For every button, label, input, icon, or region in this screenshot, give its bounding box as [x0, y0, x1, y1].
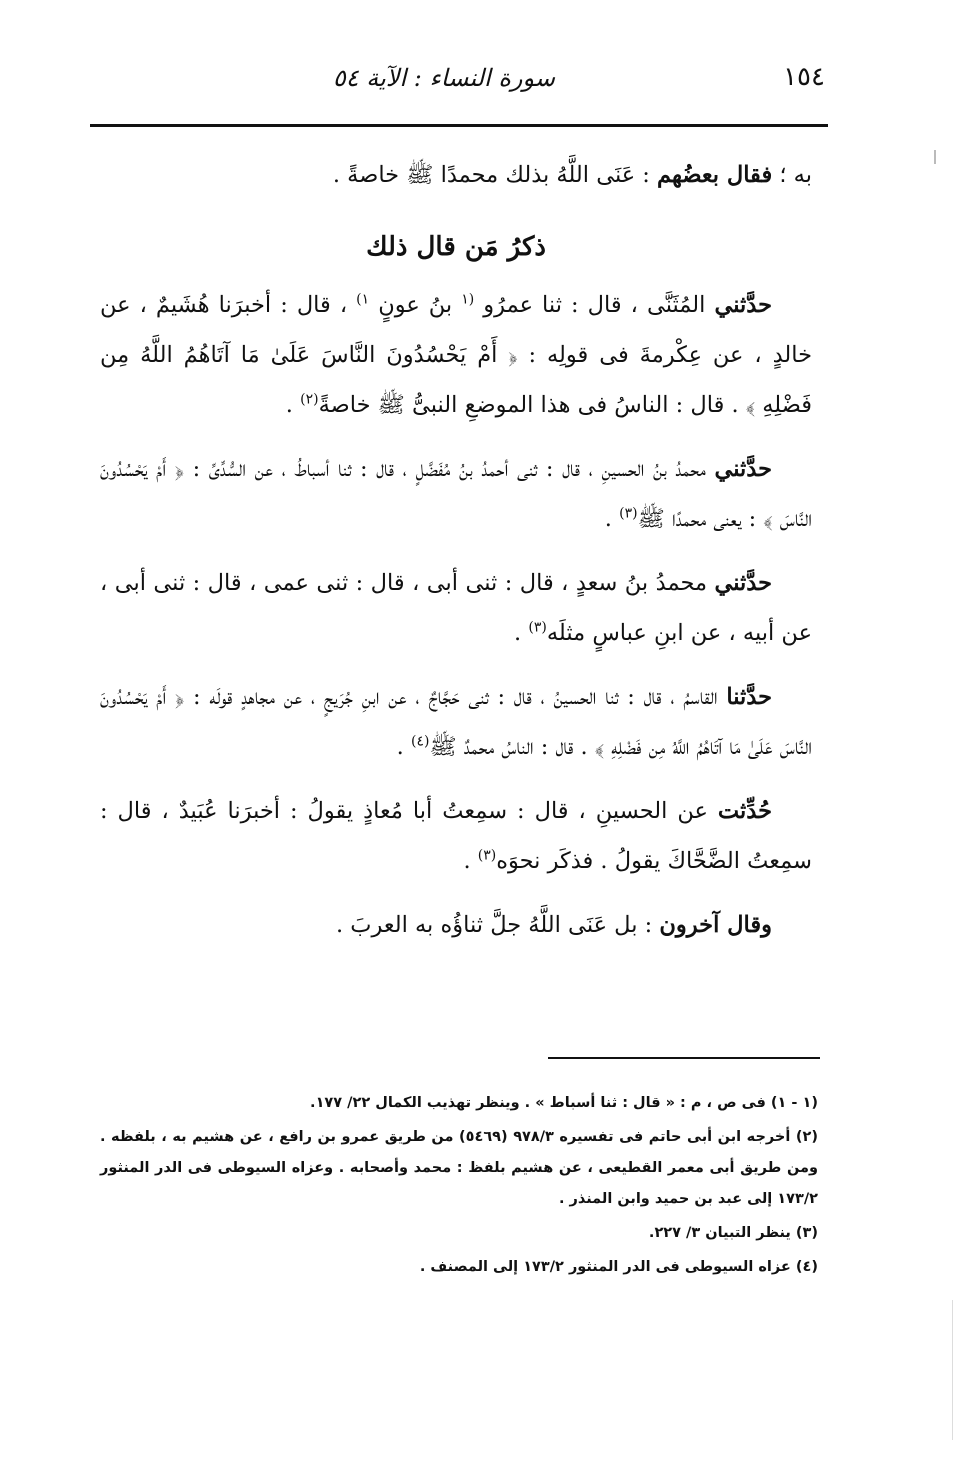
footnote-marker: (٣)	[619, 505, 638, 522]
p1-text-2: بنُ عونٍ	[369, 292, 462, 318]
p1-text-4: . قال : الناسُ فى هذا الموضعِ النبىُّ ﷺ خاصةً	[318, 392, 746, 418]
scan-mark	[952, 1300, 953, 1440]
p3-text-1: محمدُ بنُ سعدٍ ، قال : ثنى أبى ، قال : ثنى عمى ، قال : ثنى أبى ، عن أبيه ، عن ابنِ عباسٍ مثلَه	[100, 570, 812, 646]
page-header	[95, 58, 825, 118]
quran-quote: ﴿ أَمْ يَحْسُدُونَ النَّاسَ عَلَىٰ مَا آتَاهُمُ اللَّهُ مِن فَضْلِهِ ﴾	[100, 342, 812, 418]
p2-text-1: محمدُ بنُ الحسينِ ، قال : ثنى أحمدُ بنُ مُفَضَّلٍ ، قال : ثنا أسباطُ ، عن السُّدِّىِّ :	[183, 456, 715, 482]
p1-text-1: المُثَنَّى ، قال : ثنا عمرُو	[474, 292, 715, 318]
p4-text-1: القاسمُ ، قال : ثنا الحسينُ ، قال : ثنى حَجَّاجٌ ، عن ابنِ جُرَيجٍ ، عن مجاهدٍ قولَه :	[184, 684, 727, 710]
p3-text-2: .	[514, 620, 529, 646]
footnote-marker: (٣)	[528, 619, 547, 636]
main-text	[100, 150, 812, 950]
p1-text-3: ، قال : أخبرَنا هُشَيمٌ ، عن خالدٍ ، عن عِكْرمةَ فى قولِه :	[100, 292, 813, 368]
p5-lead: حُدِّثت	[717, 798, 772, 824]
p6-text: : بل عَنَى اللَّهُ جلَّ ثناؤُه به العربَ .	[335, 912, 660, 938]
p1-lead: حدَّثني	[714, 292, 772, 318]
p2-lead: حدَّثني	[714, 456, 772, 482]
quran-quote: ﴿ أَمْ يَحْسُدُونَ النَّاسَ عَلَىٰ مَا آتَاهُمُ اللَّهُ مِن فَضْلِهِ ﴾	[100, 684, 812, 760]
footnote-2: (٢) أخرجه ابن أبى حاتم فى تفسيره ٩٧٨/٣ (٥٤٦٩) من طريق عمرو بن رافع ، عن هشيم به ، بلفظه . ومن طريق أبى معمر القطيعى ، عن هشيم بلفظ : محمد وأصحابه . وعزاه السيوطى فى الدر المنثور ١٧٣/٢ إلى عبد بن حميد وابن المنذر .	[100, 1129, 818, 1207]
p6-lead: وقال آخرون	[659, 912, 772, 938]
footnote-3: (٣) ينظر التبيان ٣/ ٢٢٧.	[648, 1225, 818, 1241]
footnote-marker: (٢)	[300, 391, 319, 408]
paragraph-6	[100, 900, 812, 950]
scan-mark	[934, 150, 936, 164]
quran-quote: ﴿ أَمْ يَحْسُدُونَ النَّاسَ ﴾	[100, 456, 812, 532]
paragraph-1	[100, 280, 812, 430]
opening-text: : عَنَى اللَّهُ بذلك محمدًا ﷺ خاصةً .	[332, 162, 658, 188]
p3-lead: حدَّثني	[714, 570, 772, 596]
paragraph-4	[100, 672, 812, 772]
footnote-4: (٤) عزاه السيوطى فى الدر المنثور ١٧٣/٢ إلى المصنف .	[419, 1259, 818, 1275]
footnote-marker: (٤)	[410, 733, 430, 750]
footnote-marker: ١)	[356, 291, 370, 308]
paragraph-5	[100, 786, 812, 886]
p5-text-2: .	[463, 848, 478, 874]
footnote-marker: (٣)	[477, 847, 497, 864]
opening-pre: به ؛	[772, 162, 812, 188]
p4-text-2: . قال : الناسُ محمدٌ ﷺ	[429, 734, 595, 760]
paragraph-3	[100, 558, 812, 658]
section-heading: ذكرُ مَن قال ذلك	[366, 232, 546, 262]
footnotes	[100, 1088, 818, 1283]
page-number: ١٥٤	[783, 62, 825, 92]
p4-text-3: .	[396, 734, 411, 760]
p2-text-2: : يعنى محمدًا ﷺ	[637, 506, 764, 532]
p4-lead: حدَّثنا	[726, 684, 772, 710]
p5-text-1: عن الحسينِ ، قال : سمِعتُ أبا مُعاذٍ يقولُ : أخبرَنا عُبَيدٌ ، قال : سمِعتُ الضَّحَّاكَ يقولُ . فذكَر نحوَه	[100, 798, 812, 874]
opening-paragraph	[100, 150, 812, 200]
footnote-1: (١ - ١) فى ص ، م : « قال : ثنا أسباط » . وينظر تهذيب الكمال ٢٢/ ١٧٧.	[310, 1095, 818, 1111]
p1-text-5: .	[285, 392, 301, 418]
footnote-marker: (١	[461, 291, 475, 308]
header-rule	[90, 124, 828, 127]
paragraph-2	[100, 444, 812, 544]
running-title: سورة النساء : الآية ٥٤	[332, 64, 555, 92]
p2-text-3: .	[604, 506, 620, 532]
opening-lead: فقال بعضُهم	[657, 162, 773, 188]
footnote-rule	[548, 1057, 820, 1059]
